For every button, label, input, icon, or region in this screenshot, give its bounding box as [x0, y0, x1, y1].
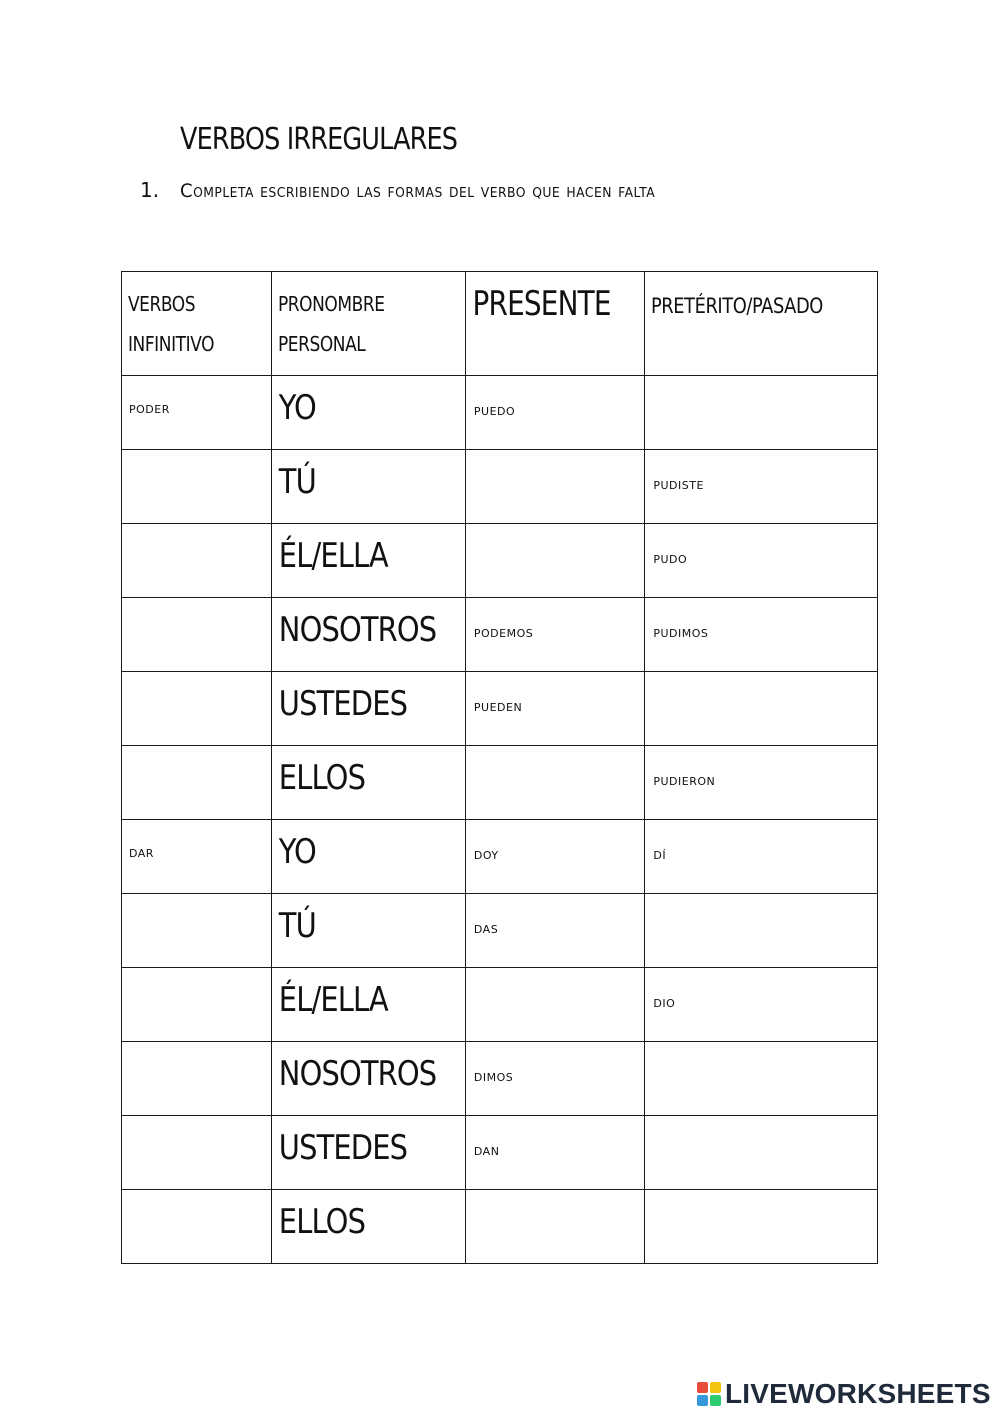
- present-answer-cell[interactable]: [465, 968, 644, 1042]
- present-answer-cell[interactable]: [465, 450, 644, 524]
- table-row: [122, 1116, 878, 1190]
- preterite-answer-cell-text: [645, 894, 877, 918]
- present-answer-cell[interactable]: [465, 598, 644, 672]
- pronoun-cell: [272, 598, 466, 672]
- present-answer-cell-text: [466, 450, 644, 474]
- table-row: [122, 968, 878, 1042]
- present-answer-cell[interactable]: [465, 820, 644, 894]
- table-row: [122, 894, 878, 968]
- pronoun-cell-text: ELLOS: [279, 1202, 366, 1242]
- present-answer-cell-text: [466, 524, 644, 548]
- logo-block: [697, 1382, 708, 1393]
- infinitive-cell-text: [122, 524, 271, 546]
- header-pronoun: PRONOMBRE PERSONAL: [272, 272, 466, 376]
- table-row: [122, 820, 878, 894]
- preterite-answer-cell-text: dí: [653, 844, 667, 863]
- instruction-text: Completa escribiendo las formas del verbo que hacen falta: [180, 180, 656, 202]
- preterite-answer-cell[interactable]: [645, 1042, 878, 1116]
- infinitive-cell: [122, 1116, 272, 1190]
- table-row: [122, 746, 878, 820]
- preterite-answer-cell[interactable]: [645, 894, 878, 968]
- preterite-answer-cell-text: pudiste: [653, 474, 704, 493]
- pronoun-cell-text: YO: [279, 832, 317, 872]
- logo-block: [710, 1395, 721, 1406]
- table-row: [122, 524, 878, 598]
- pronoun-cell: [272, 1116, 466, 1190]
- worksheet-title: VERBOS IRREGULARES: [180, 122, 458, 157]
- preterite-answer-cell[interactable]: [645, 746, 878, 820]
- pronoun-cell: [272, 968, 466, 1042]
- pronoun-cell-text: TÚ: [279, 906, 317, 946]
- pronoun-cell: [272, 1042, 466, 1116]
- logo-block: [710, 1382, 721, 1393]
- instruction: [140, 178, 900, 202]
- infinitive-cell: [122, 598, 272, 672]
- table-header-row: [122, 272, 878, 376]
- pronoun-cell: [272, 450, 466, 524]
- table-row: [122, 376, 878, 450]
- preterite-answer-cell[interactable]: [645, 820, 878, 894]
- present-answer-cell[interactable]: [465, 1042, 644, 1116]
- infinitive-cell-text: [122, 598, 271, 620]
- table-row: [122, 598, 878, 672]
- infinitive-cell: [122, 524, 272, 598]
- preterite-answer-cell[interactable]: [645, 968, 878, 1042]
- preterite-answer-cell-text: [645, 1042, 877, 1066]
- preterite-answer-cell[interactable]: [645, 672, 878, 746]
- preterite-answer-cell[interactable]: [645, 598, 878, 672]
- infinitive-cell: [122, 746, 272, 820]
- header-preterite: PRETÉRITO/PASADO: [645, 272, 878, 376]
- infinitive-cell: [122, 820, 272, 894]
- present-answer-cell[interactable]: [465, 672, 644, 746]
- present-answer-cell[interactable]: [465, 746, 644, 820]
- logo-blocks-icon: [697, 1382, 721, 1406]
- table-row: [122, 450, 878, 524]
- infinitive-cell-text: [122, 1190, 271, 1212]
- preterite-answer-cell[interactable]: [645, 376, 878, 450]
- preterite-answer-cell-text: [645, 376, 877, 400]
- present-answer-cell-text: puedo: [473, 400, 516, 419]
- pronoun-cell: [272, 524, 466, 598]
- infinitive-cell-text: [122, 1042, 271, 1064]
- pronoun-cell-text: ÉL/ELLA: [279, 536, 389, 576]
- table-body: [122, 376, 878, 1264]
- infinitive-cell: [122, 450, 272, 524]
- pronoun-cell: [272, 376, 466, 450]
- infinitive-cell: [122, 672, 272, 746]
- preterite-answer-cell-text: pudimos: [653, 622, 709, 641]
- present-answer-cell[interactable]: [465, 1190, 644, 1264]
- preterite-answer-cell-text: [645, 1190, 877, 1214]
- pronoun-cell-text: TÚ: [279, 462, 317, 502]
- preterite-answer-cell-text: pudo: [653, 548, 688, 567]
- infinitive-cell: [122, 1042, 272, 1116]
- table-row: [122, 1190, 878, 1264]
- preterite-answer-cell-text: dio: [653, 992, 676, 1011]
- pronoun-cell: [272, 746, 466, 820]
- infinitive-cell-text: [122, 968, 271, 990]
- preterite-answer-cell-text: pudieron: [653, 770, 716, 789]
- preterite-answer-cell-text: [645, 672, 877, 696]
- pronoun-cell: [272, 672, 466, 746]
- preterite-answer-cell[interactable]: [645, 450, 878, 524]
- present-answer-cell-text: dan: [473, 1140, 500, 1159]
- pronoun-cell-text: USTEDES: [279, 1128, 408, 1168]
- preterite-answer-cell[interactable]: [645, 1190, 878, 1264]
- pronoun-cell-text: NOSOTROS: [279, 610, 437, 650]
- present-answer-cell[interactable]: [465, 1116, 644, 1190]
- instruction-number: 1.: [140, 178, 160, 202]
- liveworksheets-logo: [697, 1376, 991, 1412]
- present-answer-cell[interactable]: [465, 894, 644, 968]
- infinitive-cell-text: [122, 894, 271, 916]
- logo-text: LIVEWORKSHEETS: [725, 1378, 991, 1409]
- pronoun-cell-text: NOSOTROS: [279, 1054, 437, 1094]
- pronoun-cell: [272, 820, 466, 894]
- present-answer-cell-text: das: [473, 918, 499, 937]
- pronoun-cell-text: ÉL/ELLA: [279, 980, 389, 1020]
- infinitive-cell-text: [122, 746, 271, 768]
- infinitive-cell-text: dar: [129, 842, 154, 861]
- present-answer-cell[interactable]: [465, 524, 644, 598]
- present-answer-cell[interactable]: [465, 376, 644, 450]
- header-infinitive: VERBOS INFINITIVO: [122, 272, 272, 376]
- table-row: [122, 672, 878, 746]
- infinitive-cell-text: [122, 450, 271, 472]
- table-row: [122, 1042, 878, 1116]
- logo-block: [697, 1395, 708, 1406]
- verb-conjugation-table: [121, 271, 878, 1264]
- header-present: PRESENTE: [465, 272, 644, 376]
- present-answer-cell-text: [466, 968, 644, 992]
- pronoun-cell-text: ELLOS: [279, 758, 366, 798]
- pronoun-cell: [272, 894, 466, 968]
- preterite-answer-cell-text: [645, 1116, 877, 1140]
- infinitive-cell: [122, 894, 272, 968]
- infinitive-cell: [122, 376, 272, 450]
- present-answer-cell-text: dimos: [473, 1066, 514, 1085]
- present-answer-cell-text: [466, 1190, 644, 1214]
- present-answer-cell-text: pueden: [473, 696, 523, 715]
- present-answer-cell-text: doy: [473, 844, 499, 863]
- pronoun-cell-text: YO: [279, 388, 317, 428]
- preterite-answer-cell[interactable]: [645, 1116, 878, 1190]
- infinitive-cell-text: poder: [129, 398, 170, 417]
- pronoun-cell: [272, 1190, 466, 1264]
- infinitive-cell-text: [122, 672, 271, 694]
- infinitive-cell-text: [122, 1116, 271, 1138]
- infinitive-cell: [122, 968, 272, 1042]
- present-answer-cell-text: podemos: [473, 622, 534, 641]
- pronoun-cell-text: USTEDES: [279, 684, 408, 724]
- present-answer-cell-text: [466, 746, 644, 770]
- preterite-answer-cell[interactable]: [645, 524, 878, 598]
- infinitive-cell: [122, 1190, 272, 1264]
